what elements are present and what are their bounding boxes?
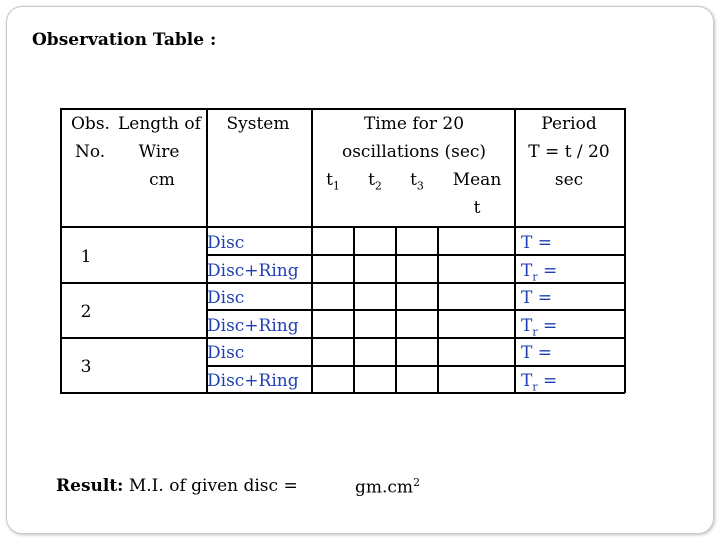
- system-disc: Disc: [207, 343, 245, 363]
- period-T: T =: [521, 288, 552, 308]
- result-text: M.I. of given disc =: [128, 476, 298, 496]
- header-t3: $t_3$: [410, 170, 424, 193]
- period-Tr: $T_r$ =: [521, 261, 558, 284]
- col-divider: [311, 108, 313, 393]
- system-disc: Disc: [207, 288, 245, 308]
- result-label: Result:: [56, 476, 124, 496]
- period-Tr: $T_r$ =: [521, 316, 558, 339]
- obs-number: 3: [80, 357, 92, 377]
- header-t2: $t_2$: [368, 170, 382, 193]
- header-obs: Obs.: [71, 114, 110, 134]
- header-mean: Mean: [452, 170, 502, 190]
- table-header-bottom: [60, 226, 625, 228]
- header-oscillations: oscillations (sec): [341, 142, 487, 162]
- period-Tr: $T_r$ =: [521, 371, 558, 394]
- header-period-unit: sec: [554, 170, 584, 190]
- obs-number: 1: [80, 247, 92, 267]
- header-t1: $t_1$: [326, 170, 340, 193]
- col-divider: [437, 226, 439, 393]
- period-T: T =: [521, 343, 552, 363]
- page-title: Observation Table :: [32, 30, 217, 50]
- header-system: System: [226, 114, 290, 134]
- table-border-right: [624, 108, 626, 393]
- result-line: [56, 476, 298, 496]
- table-border-left: [60, 108, 62, 393]
- col-divider: [353, 226, 355, 393]
- row-divider: [206, 254, 625, 256]
- header-wire: Wire: [138, 142, 180, 162]
- header-mean-t: t: [473, 198, 481, 218]
- header-cm: cm: [149, 170, 175, 190]
- header-length: Length of: [118, 114, 201, 134]
- header-time: Time for 20: [363, 114, 465, 134]
- result-unit: $gm.cm^2$: [355, 476, 421, 498]
- system-disc: Disc: [207, 233, 245, 253]
- table-border-top: [60, 108, 625, 110]
- obs-number: 2: [80, 302, 92, 322]
- row-divider: [206, 309, 625, 311]
- header-obs-no: No.: [75, 142, 106, 162]
- system-disc-ring: Disc+Ring: [207, 316, 299, 336]
- observation-table: [60, 108, 625, 393]
- period-T: T =: [521, 233, 552, 253]
- header-period-formula: T = t / 20: [528, 142, 610, 162]
- col-divider: [395, 226, 397, 393]
- header-period: Period: [541, 114, 597, 134]
- system-disc-ring: Disc+Ring: [207, 371, 299, 391]
- row-divider: [206, 365, 625, 367]
- system-disc-ring: Disc+Ring: [207, 261, 299, 281]
- col-divider: [514, 108, 516, 393]
